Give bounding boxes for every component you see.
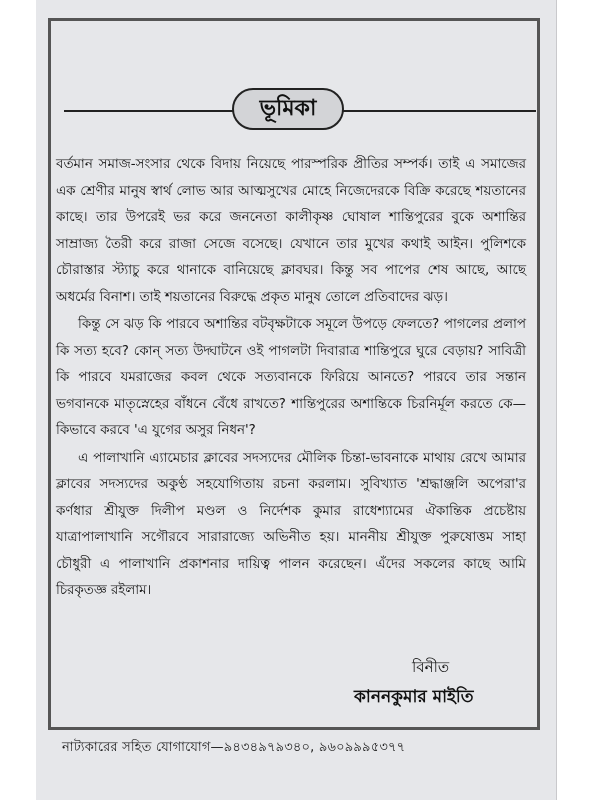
author-name: কাননকুমার মাইতি [354, 687, 474, 707]
page-title: ভূমিকা [232, 88, 344, 130]
preface-body [56, 152, 526, 605]
book-page [36, 0, 557, 800]
paragraph-3: এ পালাখানি এ্যামেচার ক্লাবের সদস্যদের মৌলিক চিন্তা-ভাবনাকে মাথায় রেখে আমার ক্লাবের সদস্যদের অকুণ্ঠ সহযোগিতায় রচনা করলাম। সুবিখ্যাত 'শ্রদ্ধাঞ্জলি অপেরা'র কর্ণধার শ্রীযুক্ত দিলীপ মণ্ডল ও নির্দেশক কুমার রাধেশ্যামের ঐকান্তিক প্রচেষ্টায় যাত্রাপালাখানি সগৌরবে সারারাজ্যে অভিনীত হয়। মাননীয় শ্রীযুক্ত পুরুষোত্তম সাহা চৌধুরী এ পালাখানি প্রকাশনার দায়িত্ব পালন করেছেন। এঁদের সকলের কাছে আমি চিরকৃতজ্ঞ রইলাম। [56, 450, 526, 598]
paragraph-2: কিন্তু সে ঝড় কি পারবে অশান্তির বটবৃক্ষটাকে সমূলে উপড়ে ফেলতে? পাগলের প্রলাপ কি সত্য হবে? কোন্ সত্য উদ্ঘাটনে ওই পাগলটা দিবারাত্র শান্তিপুরে ঘুরে বেড়ায়? সাবিত্রী কি পারবে যমরাজের কবল থেকে সত্যবানকে ফিরিয়ে আনতে? পারবে তার সন্তান ভগবানকে মাতৃস্নেহের বাঁধনে বেঁধে রাখতে? শান্তিপুরের অশান্তিকে চিরনির্মূল করতে কে—কিভাবে করবে 'এ যুগের অসুর নিধন'? [56, 317, 526, 438]
signature-label: বিনীত [412, 658, 450, 676]
paragraph-1: বর্তমান সমাজ-সংসার থেকে বিদায় নিয়েছে পারস্পরিক প্রীতির সম্পর্ক। তাই এ সমাজের এক শ্রেণীর মানুষ স্বার্থ লোভ আর আত্মসুখের মোহে নিজেদেরকে বিক্রি করেছে শয়তানের কাছে। তার উপরেই ভর করে জননেতা কালীকৃষ্ণ ঘোষাল শান্তিপুরের বুকে অশান্তির সাম্রাজ্য তৈরী করে রাজা সেজে বসেছে। যেখানে তার মুখের কথাই আইন। পুলিশকে চৌরাস্তার স্ট্যাচু করে থানাকে বানিয়েছে ক্লাবঘর। কিন্তু সব পাপের শেষ আছে, আছে অধর্মের বিনাশ। তাই শয়তানের বিরুদ্ধে প্রকৃত মানুষ তোলে প্রতিবাদের ঝড়। [56, 157, 526, 305]
contact-line: নাট্যকারের সহিত যোগাযোগ—৯৪৩৪৯৭৯৩৪০, ৯৬০৯৯৯৫৩৭৭ [62, 740, 406, 755]
